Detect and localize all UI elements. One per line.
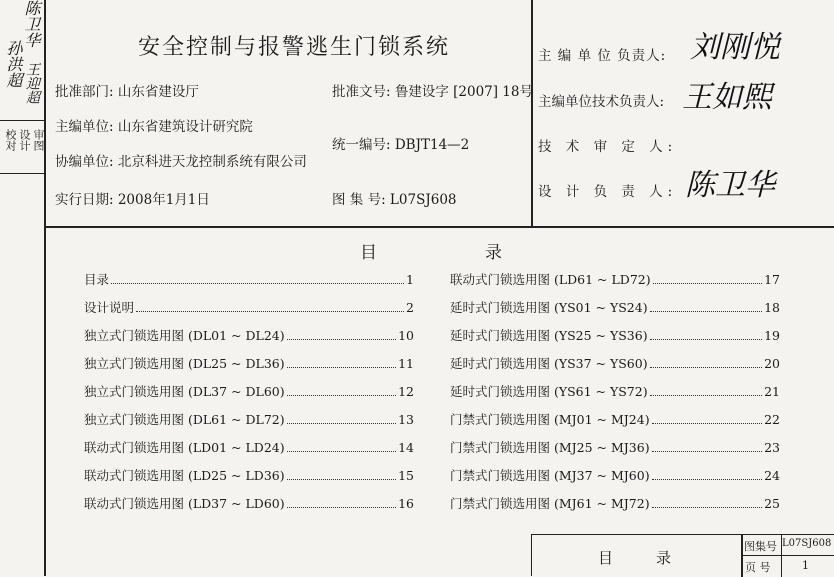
side-signature-1: 孙洪超 bbox=[4, 40, 23, 88]
signature-chief-editor: 刘刚悦 bbox=[690, 30, 780, 65]
toc-item[interactable]: 独立式门锁选用图 (DL37 ~ DL60) 12 bbox=[84, 384, 414, 399]
effective-date: 实行日期: 2008年1月1日 bbox=[55, 192, 210, 208]
title-block bbox=[531, 534, 834, 576]
toc-right-column bbox=[450, 270, 780, 522]
atlas-number: 图 集 号: L07SJ608 bbox=[332, 192, 457, 208]
co-editor-unit: 协编单位: 北京科进天龙控制系统有限公司 bbox=[55, 154, 307, 170]
toc-item[interactable]: 目录 1 bbox=[84, 272, 414, 287]
role-design-lead: 设 计 负 责 人: bbox=[538, 184, 678, 200]
toc-item[interactable]: 联动式门锁选用图 (LD01 ~ LD24) 14 bbox=[84, 440, 414, 455]
page-value: 1 bbox=[802, 559, 809, 572]
toc-item[interactable]: 门禁式门锁选用图 (MJ37 ~ MJ60) 24 bbox=[450, 468, 780, 483]
toc-item[interactable]: 联动式门锁选用图 (LD61 ~ LD72) 17 bbox=[450, 272, 780, 287]
toc-item[interactable]: 门禁式门锁选用图 (MJ25 ~ MJ36) 23 bbox=[450, 440, 780, 455]
page-label: 页 号 bbox=[745, 561, 771, 574]
document-title: 安全控制与报警逃生门锁系统 bbox=[138, 35, 451, 60]
side-label-box bbox=[0, 120, 44, 174]
toc-item[interactable]: 独立式门锁选用图 (DL61 ~ DL72) 13 bbox=[84, 412, 414, 427]
side-label-review: 审图 bbox=[32, 129, 45, 151]
title-block-divider bbox=[741, 535, 743, 577]
toc-item[interactable]: 联动式门锁选用图 (LD37 ~ LD60) 16 bbox=[84, 496, 414, 511]
toc-item[interactable]: 延时式门锁选用图 (YS37 ~ YS60) 20 bbox=[450, 356, 780, 371]
role-tech-lead: 主编单位技术负责人: bbox=[538, 94, 665, 110]
toc-item[interactable]: 独立式门锁选用图 (DL25 ~ DL36) 11 bbox=[84, 356, 414, 371]
toc-left-column bbox=[84, 270, 414, 522]
role-chief-editor: 主 编 单 位 负责人: bbox=[538, 48, 667, 64]
title-block-row-rule bbox=[741, 555, 834, 556]
side-signature-2: 陈卫华 bbox=[22, 0, 41, 48]
side-signature-strip bbox=[0, 0, 44, 120]
toc-title-right: 录 bbox=[485, 243, 502, 263]
signature-tech-lead: 王如熙 bbox=[682, 80, 772, 115]
toc-item[interactable]: 延时式门锁选用图 (YS01 ~ YS24) 18 bbox=[450, 300, 780, 315]
approval-number: 批准文号: 鲁建设字 [2007] 18号 bbox=[332, 84, 533, 100]
header-divider bbox=[531, 0, 533, 228]
toc-item[interactable]: 延时式门锁选用图 (YS25 ~ YS36) 19 bbox=[450, 328, 780, 343]
toc-item[interactable]: 独立式门锁选用图 (DL01 ~ DL24) 10 bbox=[84, 328, 414, 343]
side-label-design: 设计 bbox=[18, 129, 31, 151]
editor-unit: 主编单位: 山东省建筑设计研究院 bbox=[55, 119, 253, 135]
header-bottom-rule bbox=[44, 226, 834, 228]
atlas-label: 图集号 bbox=[744, 540, 777, 553]
signature-design-lead: 陈卫华 bbox=[685, 168, 775, 203]
toc-item[interactable]: 门禁式门锁选用图 (MJ61 ~ MJ72) 25 bbox=[450, 496, 780, 511]
toc-item[interactable]: 门禁式门锁选用图 (MJ01 ~ MJ24) 22 bbox=[450, 412, 780, 427]
approval-department: 批准部门: 山东省建设厅 bbox=[55, 84, 199, 100]
toc-item[interactable]: 延时式门锁选用图 (YS61 ~ YS72) 21 bbox=[450, 384, 780, 399]
side-label-check: 校对 bbox=[4, 129, 17, 151]
atlas-value: L07SJ608 bbox=[782, 538, 832, 549]
unified-number: 统一编号: DBJT14—2 bbox=[332, 137, 470, 153]
side-signature-3: 王迎超 bbox=[24, 62, 40, 104]
sheet-name-left: 目 bbox=[598, 549, 614, 567]
role-tech-reviewer: 技 术 审 定 人: bbox=[538, 139, 678, 155]
sheet-name-right: 录 bbox=[656, 549, 672, 567]
toc-title-left: 目 bbox=[360, 243, 377, 263]
toc-item[interactable]: 设计说明 2 bbox=[84, 300, 414, 315]
toc-item[interactable]: 联动式门锁选用图 (LD25 ~ LD36) 15 bbox=[84, 468, 414, 483]
